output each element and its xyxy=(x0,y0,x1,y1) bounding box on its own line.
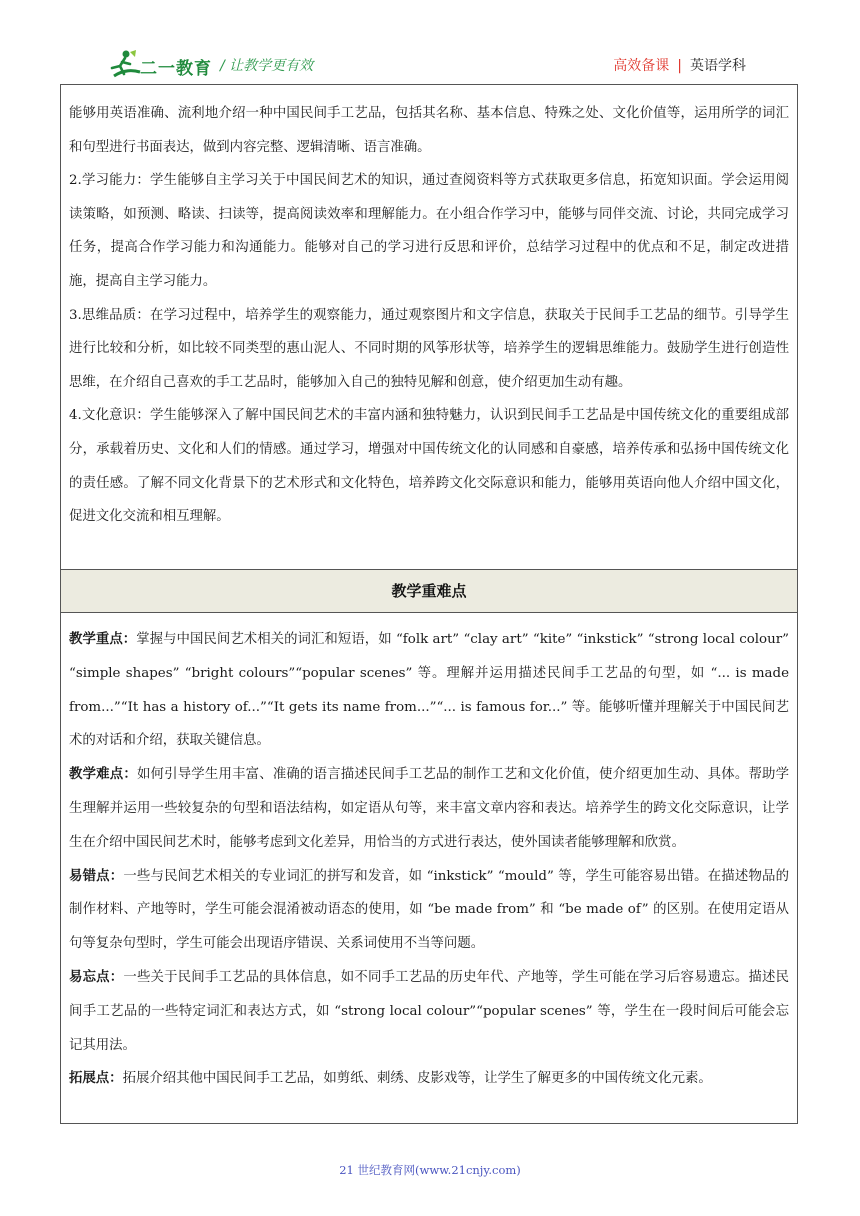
objectives-cell xyxy=(61,85,797,569)
section-title: 教学重难点 xyxy=(61,569,797,613)
keypoint-extend xyxy=(69,1062,789,1096)
keypoint-focus xyxy=(69,623,789,758)
text: 一些与民间艺术相关的专业词汇的拼写和发音，如 “inkstick” “mould” 等，学生可能容易出错。在描述物品的制作材料、产地等时，学生可能会混淆被动语态的使用，如 “be made from” 和 “be made of” 的区别。在使用定语从句等复杂句型时，学生可能会出现语序错误、关系词使用不当等问题。 xyxy=(69,868,790,952)
keypoint-forget xyxy=(69,961,789,1062)
objective-paragraph: 3.思维品质：在学习过程中，培养学生的观察能力，通过观察图片和文字信息，获取关于民间手工艺品的细节。引导学生进行比较和分析，如比较不同类型的惠山泥人、不同时期的风筝形状等，培养学生的逻辑思维能力。鼓励学生进行创造性思维，在介绍自己喜欢的手工艺品时，能够加入自己的独特见解和创意，使介绍更加生动有趣。 xyxy=(69,307,789,390)
content-table xyxy=(60,84,798,1124)
tag-primary: 高效备课 xyxy=(613,58,670,74)
footer-link[interactable]: 21 世纪教育网(www.21cnjy.com) xyxy=(339,1163,521,1177)
label: 易错点： xyxy=(69,868,124,884)
text: 拓展介绍其他中国民间手工艺品，如剪纸、刺绣、皮影戏等，让学生了解更多的中国传统文化元素。 xyxy=(122,1071,712,1087)
text: 掌握与中国民间艺术相关的词汇和短语，如 “folk art” “clay art” “kite” “inkstick” “strong local colour” “simple shapes” “bright colours”“popular scenes” 等。理解并运用描述民间手工艺品的句型，如 “... is made from...”“It has a history of...”“It gets its name from...”“... is famous for...” 等。能够听懂并理解关于中国民间艺术的对话和介绍，获取关键信息。 xyxy=(69,632,789,749)
tag-subject: 英语学科 xyxy=(690,58,746,74)
keypoint-error xyxy=(69,860,789,961)
header-tags xyxy=(613,55,746,75)
text: 如何引导学生用丰富、准确的语言描述民间手工艺品的制作工艺和文化价值，使介绍更加生动、具体。帮助学生理解并运用一些较复杂的句型和语法结构，如定语从句等，来丰富文章内容和表达。培养学生的跨文化交际意识，让学生在介绍中国民间艺术时，能够考虑到文化差异，用恰当的方式进行表达，使外国读者能够理解和欣赏。 xyxy=(69,767,790,850)
logo-text: 二一教育 xyxy=(140,59,212,79)
label: 教学重点： xyxy=(69,632,137,647)
label: 易忘点： xyxy=(69,969,124,985)
keypoint-difficult xyxy=(69,758,789,859)
objective-paragraph: 2.学习能力：学生能够自主学习关于中国民间艺术的知识，通过查阅资料等方式获取更多信息，拓宽知识面。学会运用阅读策略，如预测、略读、扫读等，提高阅读效率和理解能力。在小组合作学习中，能够与同伴交流、讨论，共同完成学习任务，提高合作学习能力和沟通能力。能够对自己的学习进行反思和评价，总结学习过程中的优点和不足，制定改进措施，提高自主学习能力。 xyxy=(69,173,789,289)
objective-paragraph: 能够用英语准确、流利地介绍一种中国民间手工艺品，包括其名称、基本信息、特殊之处、文化价值等，运用所学的词汇和句型进行书面表达，做到内容完整、逻辑清晰、语言准确。 xyxy=(69,106,789,155)
slogan: / 让教学更有效 xyxy=(220,58,314,74)
label: 教学难点： xyxy=(69,767,137,783)
text: 一些关于民间手工艺品的具体信息，如不同手工艺品的历史年代、产地等，学生可能在学习后容易遗忘。描述民间手工艺品的一些特定词汇和表达方式，如 “strong local colour”“popular scenes” 等，学生在一段时间后可能会忘记其用法。 xyxy=(69,969,790,1053)
label: 拓展点： xyxy=(69,1071,123,1087)
keypoints-cell xyxy=(61,613,797,1096)
objective-paragraph: 4.文化意识：学生能够深入了解中国民间艺术的丰富内涵和独特魅力，认识到民间手工艺品是中国传统文化的重要组成部分，承载着历史、文化和人们的情感。通过学习，增强对中国传统文化的认同感和自豪感，培养传承和弘扬中国传统文化的责任感。了解不同文化背景下的艺术形式和文化特色，培养跨文化交际意识和能力，能够用英语向他人介绍中国文化，促进文化交流和相互理解。 xyxy=(69,408,789,525)
tag-separator: | xyxy=(677,58,682,74)
page-header xyxy=(60,44,800,84)
